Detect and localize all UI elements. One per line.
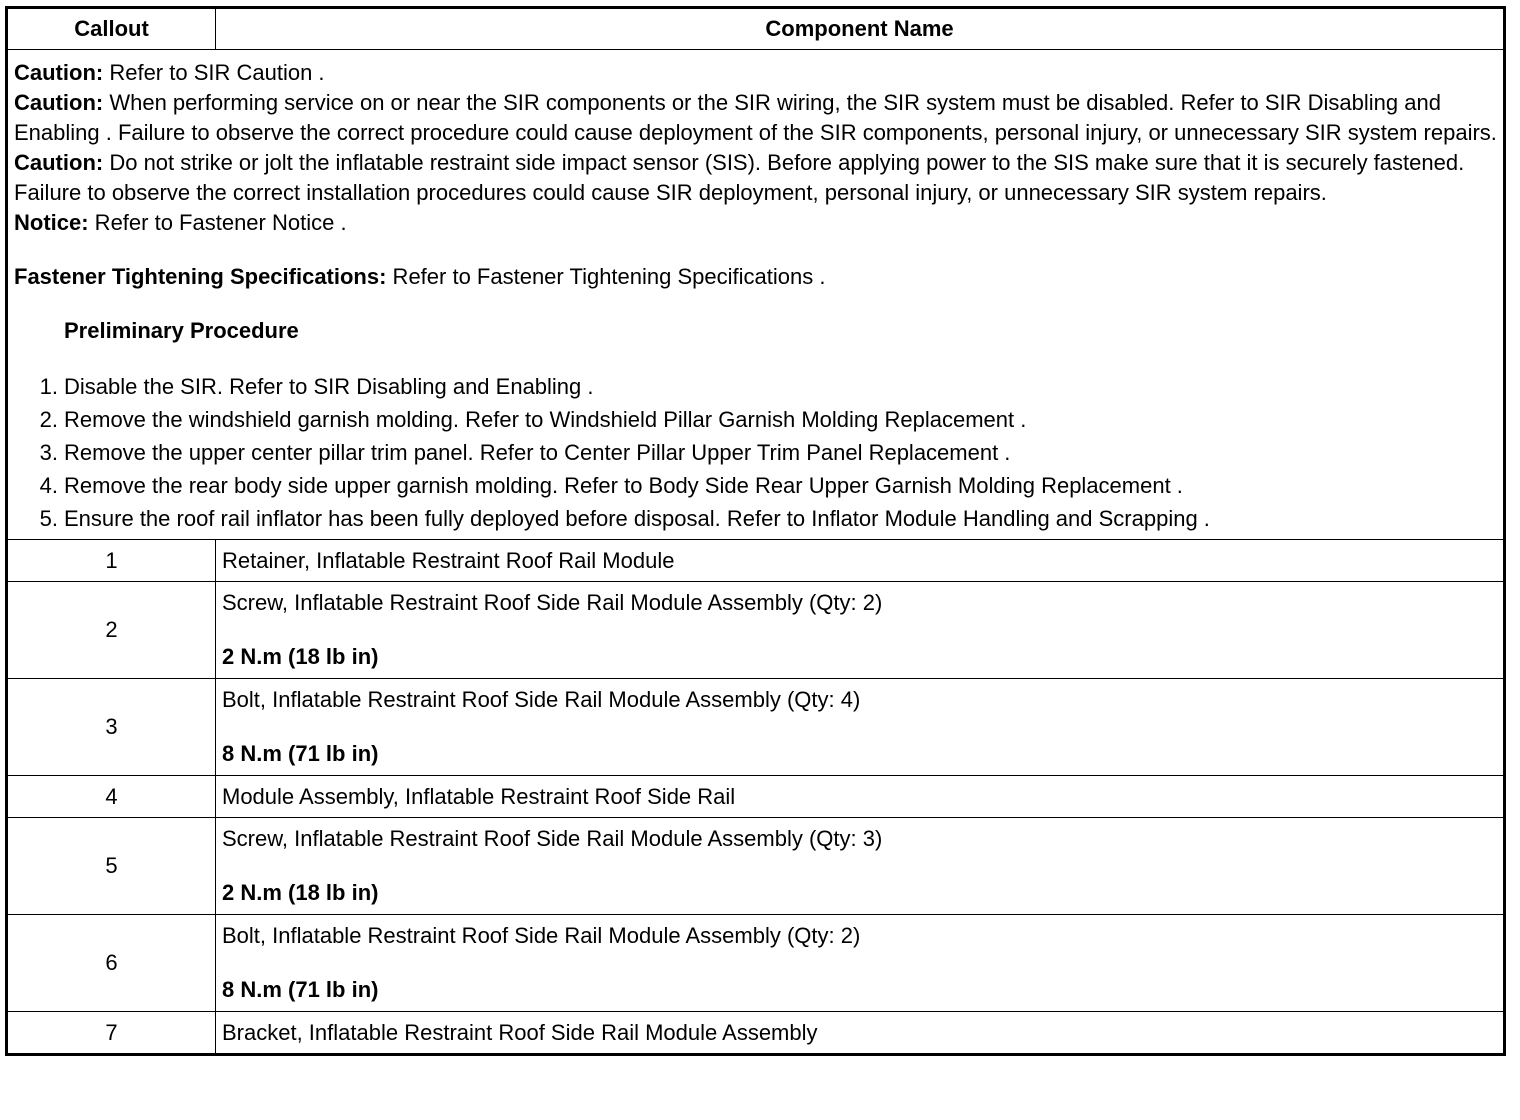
procedure-step xyxy=(14,403,1497,436)
caution-note xyxy=(14,58,1497,88)
fastener-spec-label: Fastener Tightening Specifications: xyxy=(14,264,387,289)
component-table xyxy=(7,8,1504,1054)
step-text: Remove the windshield garnish molding. Refer to Windshield Pillar Garnish Molding Replacement . xyxy=(64,407,1027,432)
table-row xyxy=(8,915,1504,1012)
callout-cell: 3 xyxy=(8,679,216,776)
component-name-cell xyxy=(216,1012,1504,1054)
component-name: Screw, Inflatable Restraint Roof Side Rail Module Assembly (Qty: 3) xyxy=(222,826,883,851)
step-number: 2. xyxy=(39,407,58,432)
component-name: Module Assembly, Inflatable Restraint Roof Side Rail xyxy=(222,783,736,809)
caution-note xyxy=(14,148,1497,208)
component-name: Retainer, Inflatable Restraint Roof Rail Module xyxy=(222,547,675,573)
step-number: 3. xyxy=(39,440,58,465)
notes-row xyxy=(8,50,1504,540)
table-row xyxy=(8,540,1504,582)
fastener-spec-text: Refer to Fastener Tightening Specifications . xyxy=(386,264,826,289)
callout-cell: 1 xyxy=(8,540,216,582)
step-number: 1. xyxy=(39,374,58,399)
note-text: Do not strike or jolt the inflatable restraint side impact sensor (SIS). Before applying power to the SIS make sure that it is securely fastened. Failure to observe the correct installation procedures could cause SIR deployment, personal injury, or unnecessary SIR system repairs. xyxy=(14,150,1465,205)
callout-cell: 4 xyxy=(8,776,216,818)
component-name-cell xyxy=(216,818,1504,915)
step-text: Remove the rear body side upper garnish molding. Refer to Body Side Rear Upper Garnish Molding Replacement . xyxy=(64,473,1183,498)
notice-note xyxy=(14,208,1497,238)
procedure-step xyxy=(14,469,1497,502)
component-name: Bolt, Inflatable Restraint Roof Side Rail Module Assembly (Qty: 4) xyxy=(222,687,861,712)
step-text: Remove the upper center pillar trim panel. Refer to Center Pillar Upper Trim Panel Replacement . xyxy=(64,440,1011,465)
note-label: Caution xyxy=(14,60,96,85)
preliminary-procedure-title: Preliminary Procedure xyxy=(64,318,299,343)
preliminary-steps xyxy=(14,370,1497,535)
step-text: Ensure the roof rail inflator has been fully deployed before disposal. Refer to Inflator Module Handling and Scrapping . xyxy=(64,506,1210,531)
callout-column-header: Callout xyxy=(8,9,216,50)
notes-cell xyxy=(8,50,1504,540)
note-sep: : xyxy=(95,150,104,175)
note-sep: : xyxy=(95,60,104,85)
table-row xyxy=(8,1012,1504,1054)
callout-cell: 5 xyxy=(8,818,216,915)
component-name-cell xyxy=(216,582,1504,679)
table-row xyxy=(8,776,1504,818)
note-label: Caution xyxy=(14,90,96,115)
table-header-row xyxy=(8,9,1504,50)
note-label: Notice: xyxy=(14,210,89,235)
torque-spec: 2 N.m (18 lb in) xyxy=(222,880,379,905)
callout-cell: 6 xyxy=(8,915,216,1012)
procedure-step xyxy=(14,370,1497,403)
step-number: 4. xyxy=(39,473,58,498)
note-text: Refer to SIR Caution . xyxy=(103,60,325,85)
step-number: 5. xyxy=(39,506,58,531)
procedure-step xyxy=(14,436,1497,469)
component-name: Bracket, Inflatable Restraint Roof Side Rail Module Assembly xyxy=(222,1019,818,1045)
table-row xyxy=(8,818,1504,915)
fastener-spec-line xyxy=(14,262,1497,292)
component-name-cell xyxy=(216,915,1504,1012)
procedure-step xyxy=(14,502,1497,535)
table-row xyxy=(8,679,1504,776)
component-name-cell xyxy=(216,776,1504,818)
caution-note xyxy=(14,88,1497,148)
torque-spec: 8 N.m (71 lb in) xyxy=(222,977,379,1002)
callout-cell: 7 xyxy=(8,1012,216,1054)
note-sep: : xyxy=(95,90,104,115)
torque-spec: 8 N.m (71 lb in) xyxy=(222,741,379,766)
component-table-document xyxy=(5,6,1506,1056)
component-name-cell xyxy=(216,679,1504,776)
note-text: When performing service on or near the SIR components or the SIR wiring, the SIR system must be disabled. Refer to SIR Disabling and Enabling . Failure to observe the correct procedure could cause deployment of the SIR components, personal injury, or unnecessary SIR system repairs. xyxy=(14,90,1497,145)
component-name: Screw, Inflatable Restraint Roof Side Rail Module Assembly (Qty: 2) xyxy=(222,590,883,615)
step-text: Disable the SIR. Refer to SIR Disabling and Enabling . xyxy=(64,374,594,399)
callout-cell: 2 xyxy=(8,582,216,679)
table-row xyxy=(8,582,1504,679)
component-name-column-header: Component Name xyxy=(216,9,1504,50)
torque-spec: 2 N.m (18 lb in) xyxy=(222,644,379,669)
note-text: Refer to Fastener Notice . xyxy=(88,210,347,235)
component-name: Bolt, Inflatable Restraint Roof Side Rail Module Assembly (Qty: 2) xyxy=(222,923,861,948)
note-label: Caution xyxy=(14,150,96,175)
component-name-cell xyxy=(216,540,1504,582)
